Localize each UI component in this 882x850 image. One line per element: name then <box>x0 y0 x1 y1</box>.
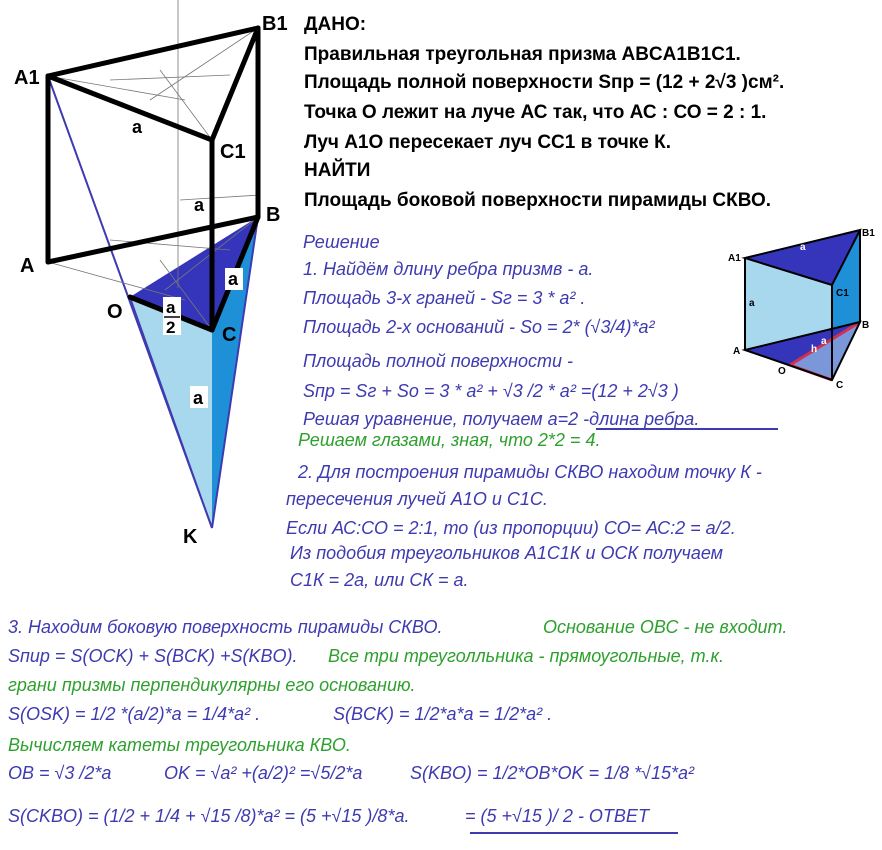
step1-check: Решаем глазами, зная, что 2*2 = 4. <box>298 430 601 450</box>
label-b: B <box>266 204 281 226</box>
svg-text:B1: B1 <box>862 228 875 239</box>
svg-text:C: C <box>836 380 844 391</box>
step3-legs-title: Вычисляем катеты треугольника КВО. <box>8 735 351 755</box>
label-b1: B1 <box>262 13 288 35</box>
label-o: O <box>107 301 123 323</box>
step3-title: 3. Находим боковую поверхность пирамиды СКВО. <box>8 617 443 637</box>
given-line-1: Правильная треугольная призма ABCA1B1C1. <box>304 44 741 65</box>
label-a-bc: a <box>228 269 239 289</box>
leg-ok: OK = √a² +(a/2)² =√5/2*a <box>164 763 363 783</box>
final-answer: = (5 +√15 )/ 2 - ОТВЕТ <box>465 806 649 826</box>
step1-equation: Sпр = Sг + Sо = 3 * a² + √3 /2 * a² =(12 + 2√3 ) <box>303 381 679 401</box>
step2-line-2: пересечения лучей А1О и С1С. <box>286 489 548 509</box>
label-half-den: 2 <box>166 318 176 337</box>
area-kbo: S(KBO) = 1/2*OB*OK = 1/8 *√15*a² <box>410 763 695 783</box>
label-a-top: a <box>132 117 143 137</box>
label-a-side: a <box>194 195 205 215</box>
result-underline <box>596 428 778 430</box>
area-osk: S(OSK) = 1/2 *(a/2)*a = 1/4*a² . <box>8 704 261 724</box>
given-line-2: Площадь полной поверхности Sпр = (12 + 2√3 )см². <box>304 72 785 93</box>
step1-title: 1. Найдём длину ребра призмв - а. <box>303 259 594 279</box>
label-c: C <box>222 324 237 346</box>
step2-line-3: Если АС:СО = 2:1, то (из пропорции) СО= АС:2 = а/2. <box>286 518 736 538</box>
svg-text:A1: A1 <box>728 253 741 264</box>
step2-title: 2. Для построения пирамиды СКВО находим точку К - <box>298 462 762 482</box>
svg-text:h: h <box>811 344 818 355</box>
solution-header: Решение <box>303 232 380 252</box>
step2-line-5: С1К = 2а, или СК = а. <box>290 570 469 590</box>
svg-text:a: a <box>749 298 755 309</box>
label-a-ck: a <box>193 388 204 408</box>
svg-text:A: A <box>733 346 741 357</box>
area-ckbo: S(CKBO) = (1/2 + 1/4 + √15 /8)*a² = (5 +√15 )/8*a. <box>8 806 410 826</box>
area-bck: S(BCK) = 1/2*a*a = 1/2*a² . <box>333 704 553 724</box>
svg-text:O: O <box>778 366 786 377</box>
step3-note: Основание ОВС - не входит. <box>543 617 788 637</box>
svg-text:B: B <box>862 320 870 331</box>
step1-faces-area: Площадь 3-х граней - Sг = 3 * a² . <box>303 288 586 308</box>
given-line-5: Площадь боковой поверхности пирамиды СКВО. <box>304 190 772 211</box>
step3-reason-2: грани призмы перпендикулярны его основанию. <box>8 675 416 695</box>
label-k: K <box>183 526 198 548</box>
step1-bases-area: Площадь 2-х оснований - Sо = 2* (√3/4)*a² <box>303 317 655 337</box>
leg-ob: OB = √3 /2*a <box>8 763 112 783</box>
step3-reason-1: Все три треуголльника - прямоугольные, т.к. <box>328 646 724 666</box>
svg-text:a: a <box>821 336 827 347</box>
label-a1: A1 <box>14 67 40 89</box>
given-header: ДАНО: <box>304 14 367 35</box>
svg-text:a: a <box>800 242 806 253</box>
step3-formula: Sпир = S(OCK) + S(BCK) +S(KBO). <box>8 646 298 666</box>
step2-line-4: Из подобия треугольников А1С1К и ОСК получаем <box>290 543 724 563</box>
label-half-num: a <box>166 298 176 317</box>
find-header: НАЙТИ <box>304 160 371 181</box>
svg-text:C1: C1 <box>836 288 849 299</box>
step1-result: Решая уравнение, получаем а=2 -длина ребра. <box>303 409 700 429</box>
given-line-3: Точка О лежит на луче АС так, что АС : СО = 2 : 1. <box>304 102 767 123</box>
label-a: A <box>20 255 35 277</box>
label-c1: C1 <box>220 141 246 163</box>
given-line-4: Луч А1О пересекает луч СС1 в точке К. <box>304 132 672 153</box>
answer-underline <box>470 832 678 834</box>
step1-full-area-title: Площадь полной поверхности - <box>303 351 574 371</box>
